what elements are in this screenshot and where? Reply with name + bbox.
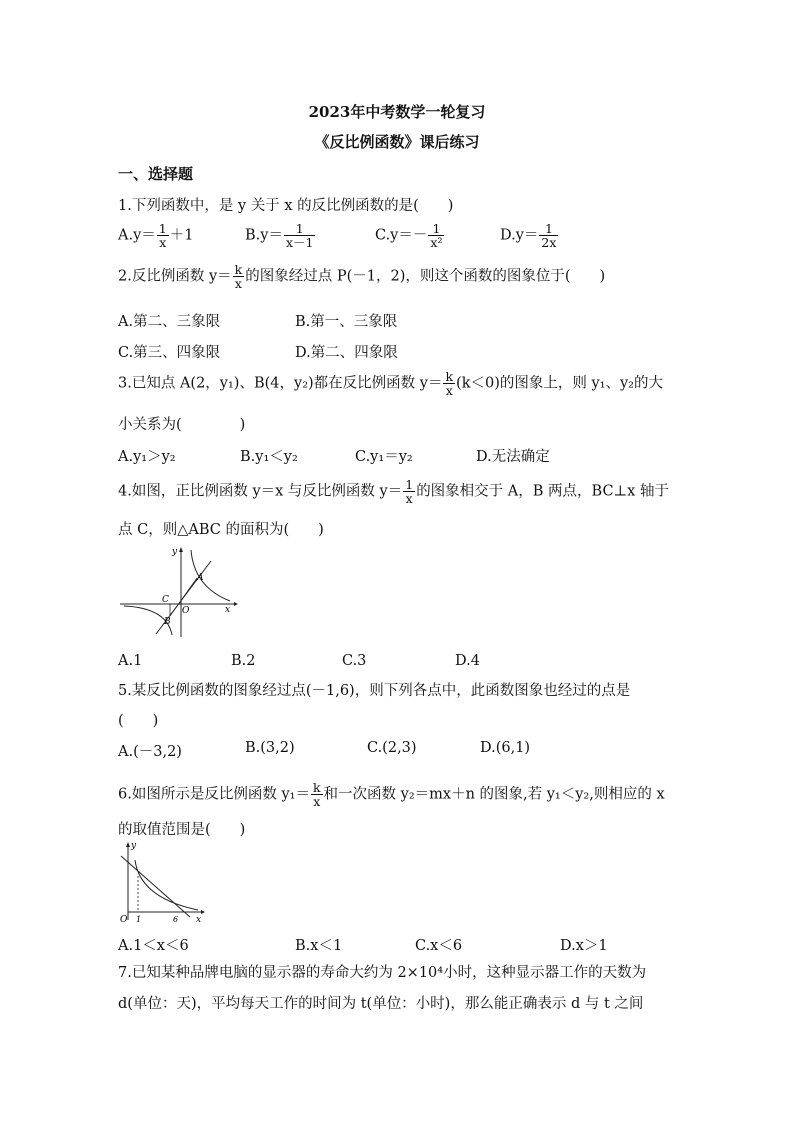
q4-stem: 4.如图，正比例函数 y＝x 与反比例函数 y＝ $\frac{1}{x}$ 的图象相交于 A，B 两点，BC⊥x 轴于 xyxy=(118,477,669,507)
q6-option-b: B.x＜1 xyxy=(295,938,343,954)
q5-option-b: B.(3,2) xyxy=(245,740,295,756)
q4-label-a: A xyxy=(197,573,204,583)
q6-figure xyxy=(118,840,208,925)
q4-figure xyxy=(118,545,238,640)
q5-option-a: A.(－3,2) xyxy=(118,744,182,760)
q4-option-a: A.1 xyxy=(118,653,143,669)
q3-stem-line2: 小关系为( ) xyxy=(118,417,246,433)
q2-option-b: B.第一、三象限 xyxy=(295,314,398,330)
doc-title: 2023年中考数学一轮复习 xyxy=(308,103,486,121)
q6-stem: 6.如图所示是反比例函数 y₁＝ $\frac{k}{x}$ 和一次函数 y₂＝mx＋n 的图象,若 y₁＜y₂,则相应的 x xyxy=(118,780,665,810)
q1-option-b: B.y＝ $\frac{1}{x-1}$ xyxy=(245,221,314,251)
q7-stem: 7.已知某种品牌电脑的显示器的寿命大约为 2×10⁴小时，这种显示器工作的天数为 xyxy=(118,965,647,981)
q6-option-a: A.1＜x＜6 xyxy=(118,938,189,954)
q6-label-1: 1 xyxy=(136,915,142,924)
q1-option-c: C.y＝－ $\frac{1}{\text{x²}}$ xyxy=(375,221,443,251)
q4-option-b: B.2 xyxy=(231,653,256,669)
q6-stem-line2: 的取值范围是( ) xyxy=(118,822,246,838)
q3-option-c: C.y₁＝y₂ xyxy=(355,449,413,465)
q6-label-o: O xyxy=(120,915,128,925)
section-heading: 一、选择题 xyxy=(118,165,194,183)
q4-label-b: B xyxy=(164,617,171,627)
q4-option-d: D.4 xyxy=(455,653,480,669)
q4-label-o: O xyxy=(182,606,190,616)
q2-option-d: D.第二、四象限 xyxy=(295,345,398,361)
q3-option-d: D.无法确定 xyxy=(476,449,550,465)
q4-option-c: C.3 xyxy=(342,653,367,669)
q5-stem: 5.某反比例函数的图象经过点(－1,6)，则下列各点中，此函数图象也经过的点是 xyxy=(118,683,631,699)
q6-hyperbola xyxy=(135,860,198,910)
q5-option-d: D.(6,1) xyxy=(480,740,531,756)
q3-option-a: A.y₁＞y₂ xyxy=(118,449,176,465)
q7-stem-line2: d(单位：天)，平均每天工作的时间为 t(单位：小时)，那么能正确表示 d 与 t 之间 xyxy=(118,996,644,1012)
q5-option-c: C.(2,3) xyxy=(367,740,417,756)
q6-label-6: 6 xyxy=(173,915,179,924)
q2-option-a: A.第二、三象限 xyxy=(118,314,221,330)
q4-stem-line2: 点 C，则△ABC 的面积为( ) xyxy=(118,522,324,538)
q4-label-y: y xyxy=(172,547,178,557)
q6-label-x: x xyxy=(196,915,202,925)
q6-label-y: y xyxy=(131,841,137,851)
q3-stem: 3.已知点 A(2，y₁)、B(4，y₂)都在反比例函数 y＝ $\frac{k}{x}$ (k＜0)的图象上，则 y₁、y₂的大 xyxy=(118,369,663,399)
q1-option-d: D.y＝ $\frac{1}{2x}$ xyxy=(500,221,557,251)
q2-option-c: C.第三、四象限 xyxy=(118,345,221,361)
q6-line xyxy=(121,856,190,917)
q1-option-a: A.y＝ $\frac{1}{x}$ ＋1 xyxy=(118,221,194,251)
q6-option-c: C.x＜6 xyxy=(415,938,463,954)
q4-label-c: C xyxy=(162,595,169,605)
q3-option-b: B.y₁＜y₂ xyxy=(240,449,298,465)
q1-stem: 1.下列函数中，是 y 关于 x 的反比例函数的是( ) xyxy=(118,198,454,214)
q4-label-x: x xyxy=(225,605,231,615)
doc-subtitle: 《反比例函数》课后练习 xyxy=(314,133,480,151)
q5-stem-line2: ( ) xyxy=(118,713,159,729)
q2-stem: 2.反比例函数 y＝ $\frac{k}{x}$ 的图象经过点 P(－1，2)，则这个函数的图象位于( ) xyxy=(118,262,606,292)
q6-option-d: D.x＞1 xyxy=(560,938,608,954)
